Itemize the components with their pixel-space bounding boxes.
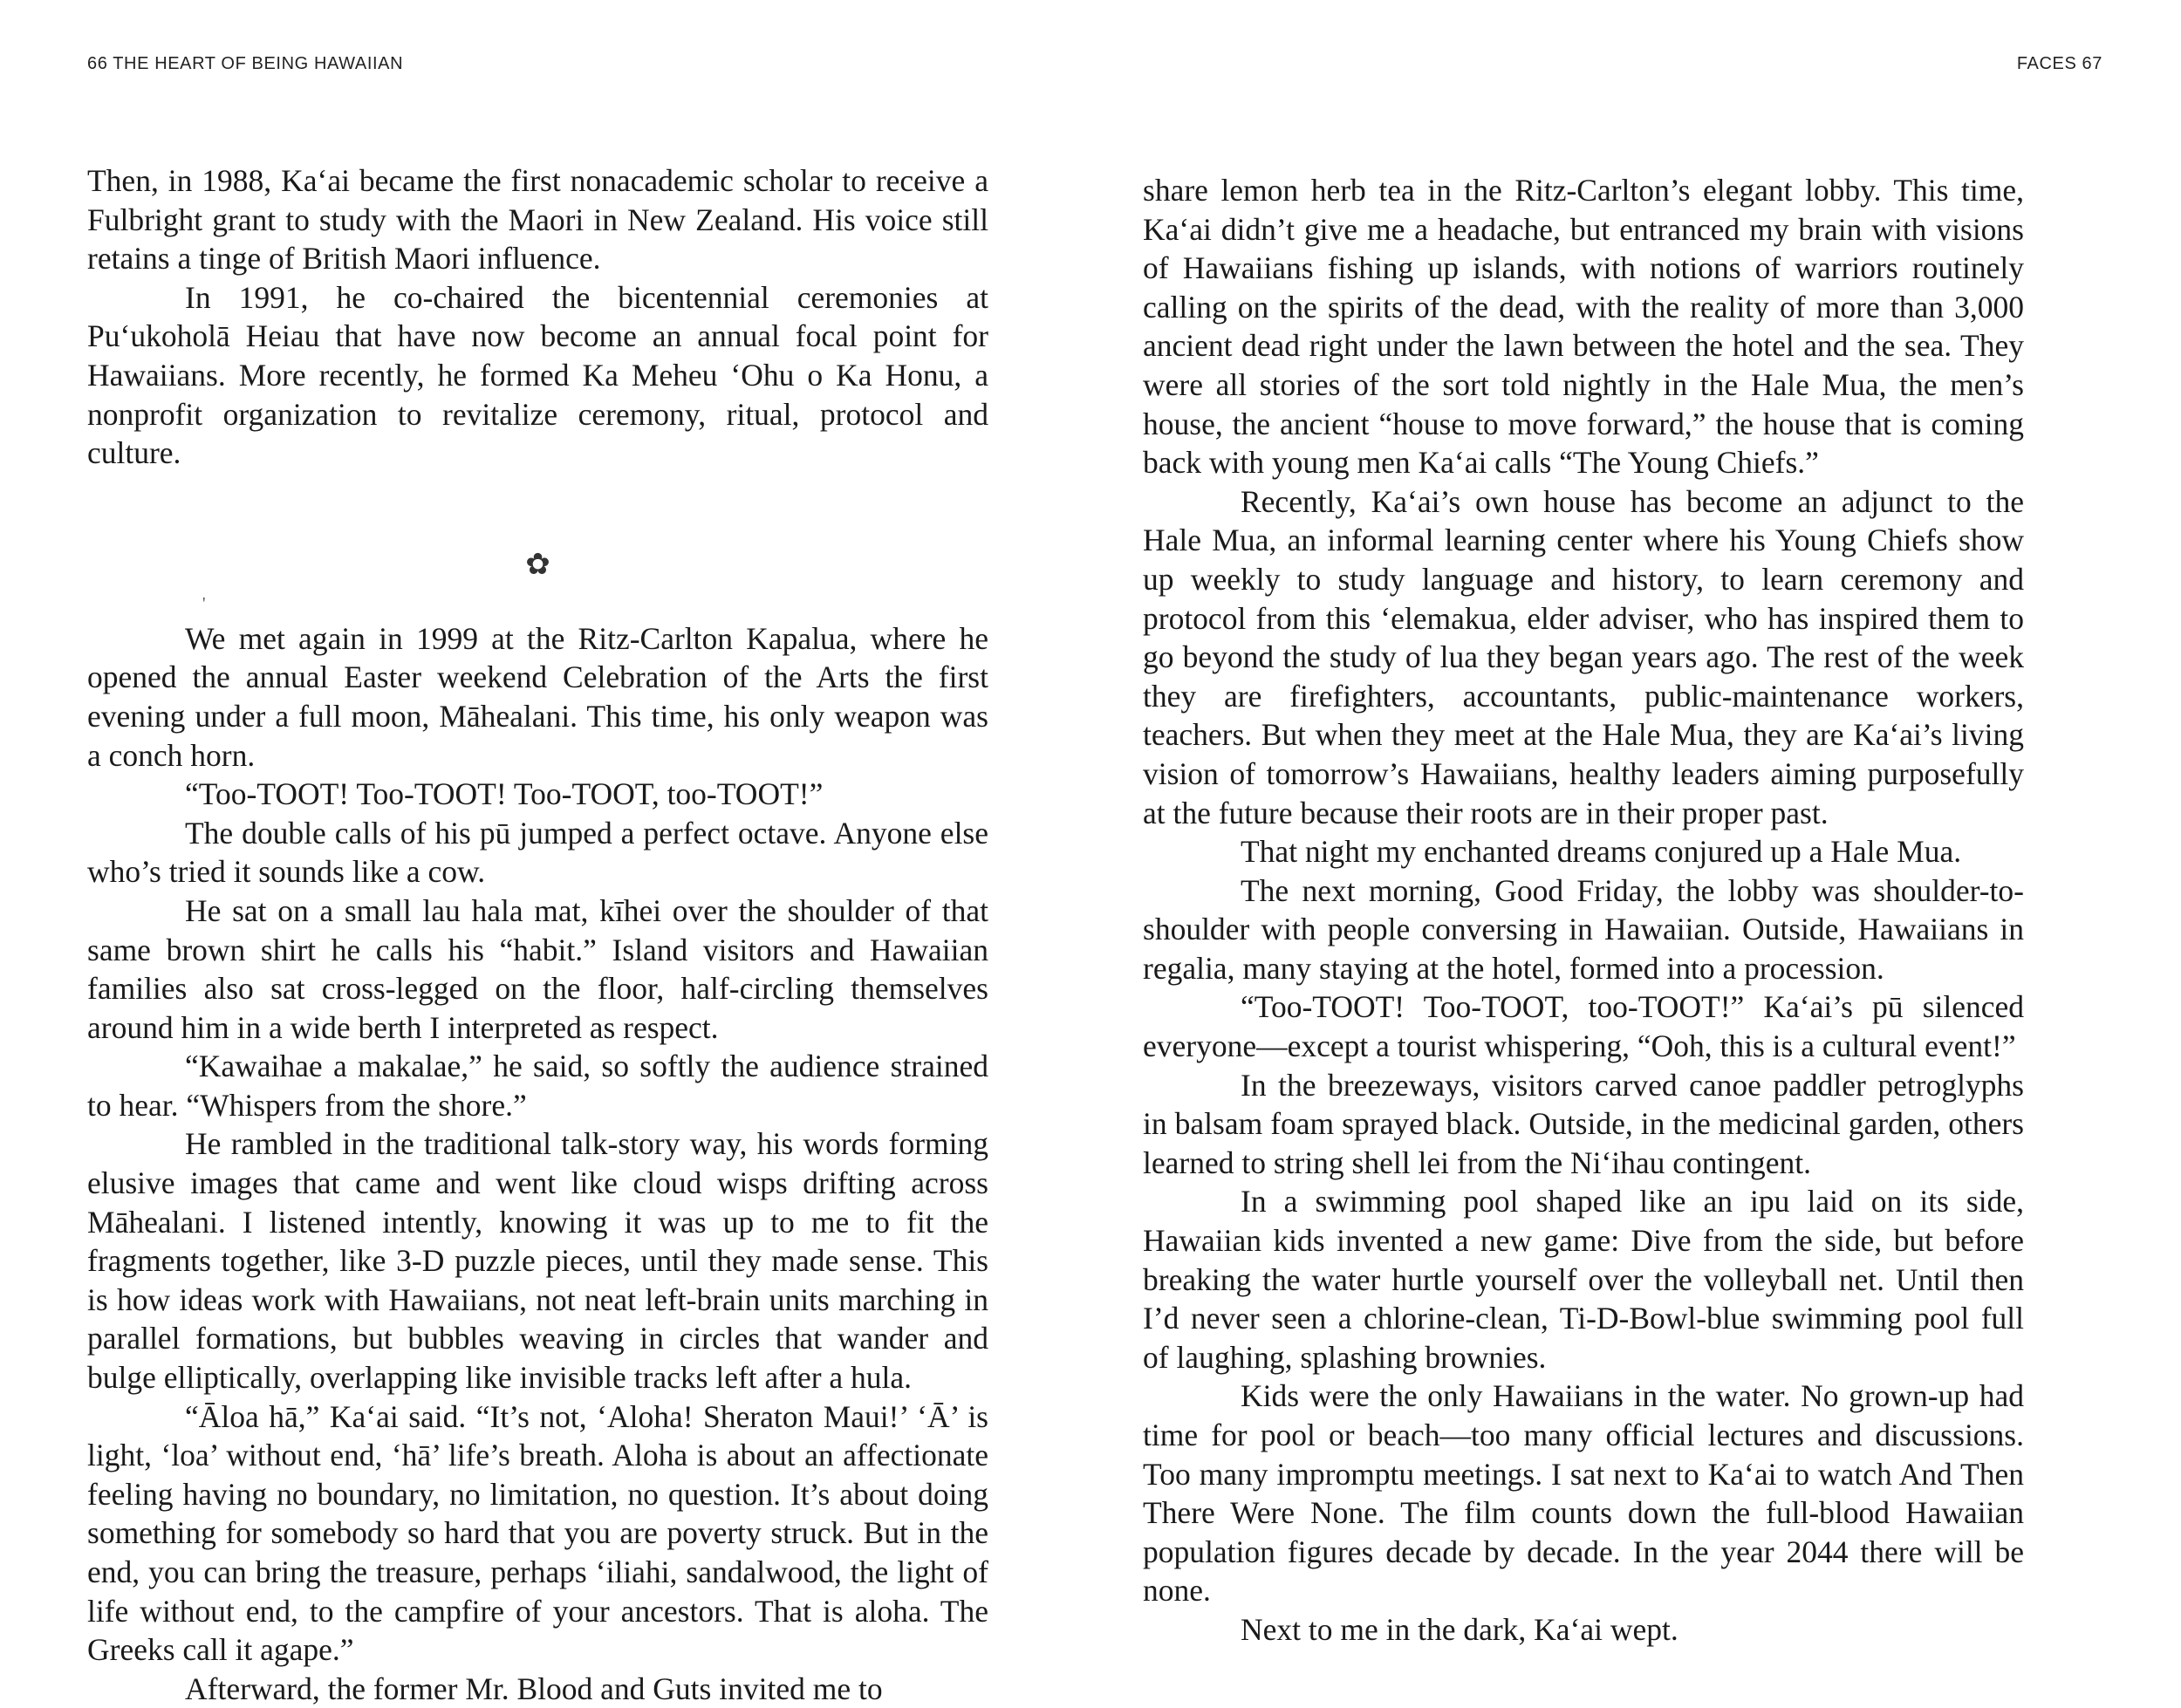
paragraph: In 1991, he co-chaired the bicentennial ceremonies at Pu‘ukoholā Heiau that have now become an annual focal point for Hawaiians. More recently, he formed Ka Meheu ‘Ohu o Ka Honu, a nonprofit organization to revitalize ceremony, ritual, protocol and culture. (87, 279, 988, 471)
paragraph: Then, in 1988, Ka‘ai became the first nonacademic scholar to receive a Fulbright grant to study with the Maori in New Zealand. His voice still retains a tinge of British Maori influence. (87, 163, 988, 277)
paragraph: In a swimming pool shaped like an ipu laid on its side, Hawaiian kids invented a new game: Dive from the side, but before breaking the water hurtle yourself over the volleyball net. Until then I’d never seen a chlorine-clean, Ti-D-Bowl-blue swimming pool full of laughing, splashing brownies. (1143, 1184, 2024, 1375)
stray-mark-text: ' (202, 593, 206, 613)
stray-mark (87, 590, 988, 619)
paragraph: Recently, Ka‘ai’s own house has become an adjunct to the Hale Mua, an informal learning center where his Young Chiefs show up weekly to study language and history, to learn ceremony and protocol from this ‘elemakua, elder adviser, who has inspired them to go beyond the study of lua they began years ago. The rest of the week they are firefighters, accountants, public-maintenance workers, teachers. But when they meet at the Hale Mua, they are Ka‘ai’s living vision of tomorrow’s Hawaiians, healthy leaders aiming purposefully at the future because their roots are in their proper past. (1143, 483, 2024, 830)
paragraph: He sat on a small lau hala mat, kīhei over the shoulder of that same brown shirt he calls his “habit.” Island visitors and Hawaiian families also sat cross-legged on the floor, half-circling themselves around him in a wide berth I interpreted as respect. (87, 892, 988, 1045)
paragraph: He rambled in the traditional talk-story way, his words forming elusive images that came and went like cloud wisps drifting across Māhealani. I listened intently, knowing it was up to me to fit the fragments together, like 3-D puzzle pieces, until they made sense. This is how ideas work with Hawaiians, not neat left-brain units marching in parallel formations, but bubbles weaving in circles that wander and bulge elliptically, overlapping like invisible tracks left after a hula. (87, 1126, 988, 1396)
right-page-body (1143, 171, 2024, 1650)
paragraph: “Too-TOOT! Too-TOOT! Too-TOOT, too-TOOT!” (185, 776, 824, 812)
paragraph: The double calls of his pū jumped a perfect octave. Anyone else who’s tried it sounds like a cow. (87, 815, 988, 890)
paragraph: The next morning, Good Friday, the lobby was shoulder-to-shoulder with people conversing in Hawaiian. Outside, Hawaiians in regalia, many staying at the hotel, formed into a procession. (1143, 872, 2024, 986)
paragraph: In the breezeways, visitors carved canoe paddler petroglyphs in balsam foam sprayed black. Outside, in the medicinal garden, others learned to string shell lei from the Ni‘ihau contingent. (1143, 1067, 2024, 1180)
left-page (0, 0, 1090, 1706)
left-page-body (87, 161, 988, 1708)
paragraph: “Too-TOOT! Too-TOOT, too-TOOT!” Ka‘ai’s pū silenced everyone—except a tourist whispering, “Ooh, this is a cultural event!” (1143, 989, 2024, 1064)
section-break-ornament-icon: ✿ (525, 548, 550, 581)
right-page (1090, 0, 2181, 1685)
paragraph: Kids were the only Hawaiians in the water. No grown-up had time for pool or beach—too many official lectures and discussions. Too many impromptu meetings. I sat next to Ka‘ai to watch And Then There Were None. The film counts down the full-blood Hawaiian population figures decade by decade. In the year 2044 there will be none. (1143, 1378, 2024, 1609)
paragraph: Next to me in the dark, Ka‘ai wept. (1241, 1611, 1678, 1647)
paragraph: “Āloa hā,” Ka‘ai said. “It’s not, ‘Aloha! Sheraton Maui!’ ‘Ā’ is light, ‘loa’ without end, ‘hā’ life’s breath. Aloha is about an affectionate feeling having no boundary, no limitation, no question. It’s about doing something for somebody so hard that you are poverty struck. But in the end, you can bring the treasure, perhaps ‘iliahi, sandalwood, the light of life without end, to the campfire of your ancestors. That is aloha. The Greeks call it agape.” (87, 1398, 988, 1668)
right-running-header: FACES 67 (2016, 54, 2102, 73)
left-running-header: 66 THE HEART OF BEING HAWAIIAN (87, 54, 404, 73)
paragraph: share lemon herb tea in the Ritz-Carlton’s elegant lobby. This time, Ka‘ai didn’t give me a headache, but entranced my brain with visions of Hawaiians fishing up islands, with notions of warriors routinely calling on the spirits of the dead, with the reality of more than 3,000 ancient dead right under the lawn between the hotel and the sea. They were all stories of the sort told nightly in the Hale Mua, the men’s house, the ancient “house to move forward,” the house that is coming back with young men Ka‘ai calls “The Young Chiefs.” (1143, 173, 2024, 481)
paragraph: “Kawaihae a makalae,” he said, so softly the audience strained to hear. “Whispers from the shore.” (87, 1049, 988, 1123)
paragraph: Afterward, the former Mr. Blood and Guts invited me to (185, 1670, 883, 1706)
section-gap (87, 473, 988, 541)
paragraph: That night my enchanted dreams conjured up a Hale Mua. (1241, 834, 1962, 870)
paragraph: We met again in 1999 at the Ritz-Carlton Kapalua, where he opened the annual Easter weekend Celebration of the Arts the first evening under a full moon, Māhealani. This time, his only weapon was a conch horn. (87, 620, 988, 773)
